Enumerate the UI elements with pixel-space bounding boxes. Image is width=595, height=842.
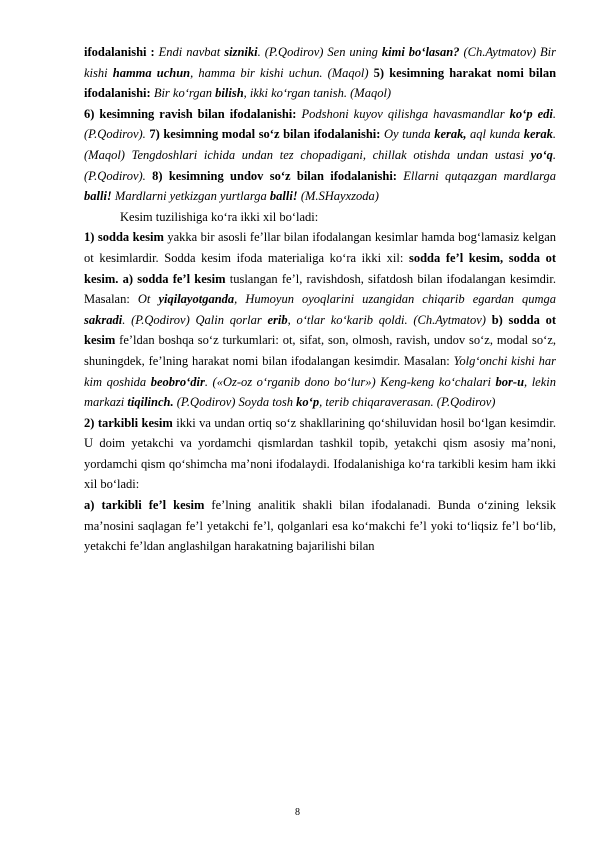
text-run: , hamma bir kishi uchun. (Maqol)	[190, 65, 374, 80]
text-run: 6) kesimning ravish bilan ifodalanishi:	[84, 106, 302, 121]
text-run: . («Oz-oz o‘rganib dono bo‘lur») Keng-keng ko‘chalari	[204, 374, 496, 389]
text-run: hamma uchun	[112, 65, 191, 80]
paragraph-compound-verb-predicate	[84, 495, 556, 557]
text-run: . (Maqol) Tengdoshlari ichida undan tez chopadigani, chillak otishda undan ustasi	[84, 127, 556, 162]
document-page	[84, 42, 556, 557]
text-run: balli!	[84, 189, 112, 204]
text-run: kerak,	[434, 127, 467, 142]
text-run: Mardlarni yetkizgan yurtlarga	[111, 189, 270, 204]
text-run: kerak	[523, 127, 553, 142]
text-run: 8) kesimning undov so‘z bilan ifodalanishi:	[152, 168, 404, 183]
text-run: tuslangan fe’l, ravishdosh, sifatdosh bilan ifodalangan kesimdir. Masalan:	[84, 271, 556, 307]
text-run: fe’ldan boshqa so‘z turkumlari: ot, sifat, son, olmosh, ravish, undov so‘z, modal so‘z, shuningdek, fe’lning harakat nomi bilan ifodalangan kesimdir. Masalan:	[84, 333, 557, 368]
text-run: Oy tunda	[384, 127, 435, 142]
text-run: 7) kesimning modal so‘z bilan ifodalanishi:	[149, 127, 384, 142]
text-run: sakradi	[84, 312, 123, 327]
text-run: Bir ko‘rgan	[153, 86, 216, 101]
text-run: erib	[267, 312, 288, 327]
text-run: Ellarni qutqazgan mardlarga	[403, 168, 556, 183]
text-run: yakka bir asosli fe’llar bilan ifodalangan kesimlar hamda bog‘lamasiz kelgan ot kesimlardir. Sodda kesim ifoda materialiga ko‘ra ikki xil:	[84, 230, 556, 265]
text-run: bilish	[215, 86, 244, 101]
text-run: , ikki ko‘rgan tanish. (Maqol)	[243, 86, 392, 101]
text-run: , o‘tlar ko‘karib qoldi. (Ch.Aytmatov)	[287, 312, 492, 327]
paragraph-predicate-forms-1	[84, 42, 556, 104]
text-run: 2) tarkibli kesim	[84, 415, 177, 430]
text-run: , lekin markazi	[84, 374, 556, 410]
text-run: sizniki	[224, 45, 258, 59]
text-run: balli!	[269, 189, 298, 204]
paragraph-predicate-forms-2	[84, 104, 556, 207]
text-run: (Ch.Aytmatov) Bir kishi	[84, 45, 556, 80]
text-run: ikki va undan ortiq so‘z shakllarining qo‘shiluvidan hosil bo‘lgan kesimdir. U doim yetakchi va yordamchi qismlardan tashkil topib, yetakchi qism asosiy ma’noni, yordamchi qism qo‘shimcha ma’noni ifodalaydi. Ifodalanishiga ko‘ra tarkibli kesim ham ikki xil bo‘ladi:	[84, 415, 556, 492]
text-run: fe’lning analitik shakli bilan ifodalanadi. Bunda o‘zining leksik ma’nosini saqlagan fe’l yetakchi fe’l, qolganlari esa ko‘makchi fe’l yoki to‘liqsiz fe’l bo‘lib, yetakchi fe’ldan anglashilgan harakatning bajarilishi bilan	[84, 498, 556, 554]
text-run: , Humoyun oyoqlarini uzangidan chiqarib egardan qumga	[234, 292, 556, 307]
text-run: ifodalanishi :	[84, 45, 159, 59]
text-run: . (P.Qodirov) Qalin qorlar	[122, 312, 268, 327]
text-run: yiqilayotganda	[158, 292, 235, 307]
page-number: 8	[295, 807, 300, 818]
text-run: Ot	[137, 292, 159, 307]
paragraph-simple-predicate	[84, 227, 556, 412]
text-run: beobro‘dir	[150, 374, 205, 389]
text-run: yo‘q	[530, 147, 553, 162]
paragraph-compound-predicate	[84, 413, 556, 495]
text-run: ko‘p	[296, 395, 320, 410]
text-run: kimi bo‘lasan?	[381, 45, 460, 59]
paragraph-predicate-structure-intro	[84, 207, 556, 228]
text-run: bor-u	[495, 374, 525, 389]
text-run: Kesim tuzilishiga ko‘ra ikki xil bo‘ladi:	[120, 209, 319, 224]
text-run: tiqilinch.	[127, 395, 174, 410]
text-run: .(P.Qodirov).	[84, 106, 556, 142]
text-run: 5) kesimning harakat nomi bilan ifodalanishi:	[84, 65, 557, 101]
text-run: sodda fe’l kesim, sodda ot kesim. a) sodda fe’l kesim	[84, 250, 557, 286]
text-run: Endi navbat	[158, 45, 225, 59]
text-run: Podshoni kuyov qilishga havasmandlar	[301, 106, 510, 121]
text-run: b) sodda ot kesim	[84, 312, 556, 348]
text-run: (M.SHayxzoda)	[297, 189, 379, 204]
text-run: 1) sodda kesim	[84, 230, 168, 245]
text-run: ko‘p edi	[509, 106, 553, 121]
text-run: , terib chiqaraverasan. (P.Qodirov)	[319, 395, 496, 410]
text-run: aql kunda	[466, 127, 524, 142]
text-run: .(P.Qodirov).	[84, 147, 556, 183]
text-run: (P.Qodirov) Soyda tosh	[173, 395, 297, 410]
text-run: Yolg‘onchi kishi har kim qoshida	[84, 353, 556, 389]
text-run: . (P.Qodirov) Sen uning	[257, 45, 382, 59]
text-run: a) tarkibli fe’l kesim	[84, 498, 212, 513]
